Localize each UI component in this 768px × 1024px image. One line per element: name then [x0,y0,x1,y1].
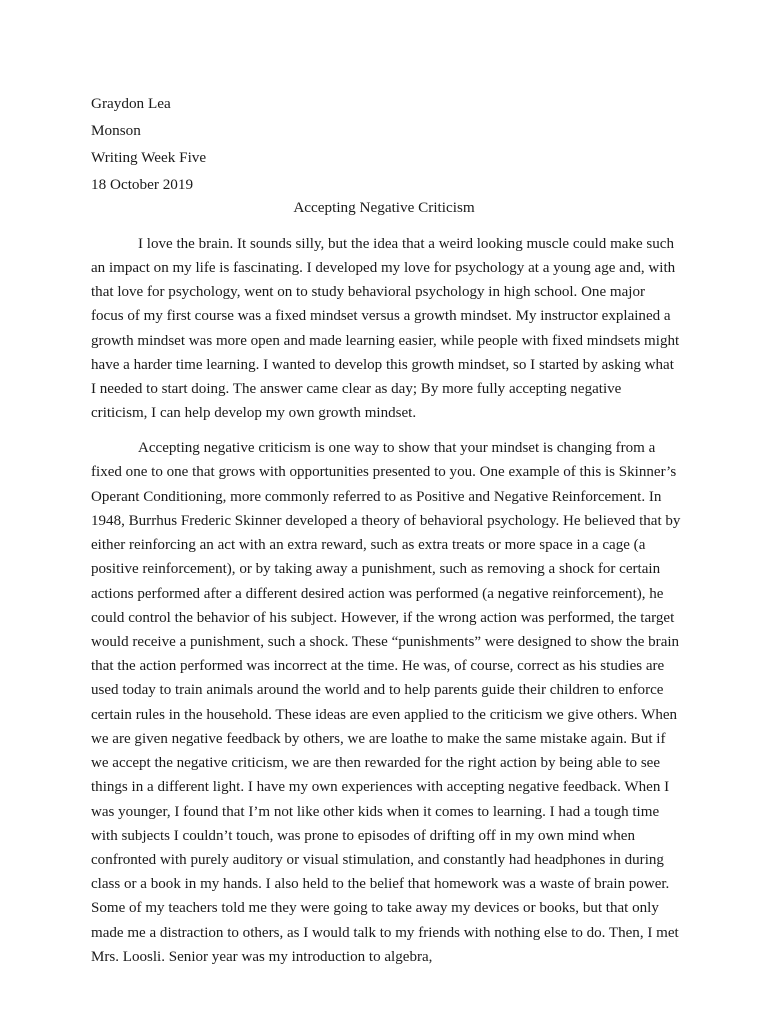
essay-date: 18 October 2019 [91,176,194,193]
instructor-name: Monson [91,122,141,139]
essay-title: Accepting Negative Criticism [293,199,475,216]
essay-body [91,232,681,969]
paragraph-2: Accepting negative criticism is one way to show that your mindset is changing from a fixed one to one that grows with opportunities presented to you. One example of this is Skinner’s Operant Conditioning, more commonly referred to as Positive and Negative Reinforcement. In 1948, Burrhus Frederic Skinner developed a theory of behavioral psychology. He believed that by either reinforcing an act with an extra reward, such as extra treats or more space in a cage (a positive reinforcement), or by taking away a punishment, such as removing a shock for certain actions performed after a different desired action was performed (a negative reinforcement), he could control the behavior of his subject. However, if the wrong action was performed, the target would receive a punishment, such a shock. These “punishments” were designed to show the brain that the action performed was incorrect at the time. He was, of course, correct as his studies are used today to train animals around the world and to help parents guide their children to enforce certain rules in the household. These ideas are even applied to the criticism we give others. When we are given negative feedback by others, we are loathe to make the same mistake again. But if we accept the negative criticism, we are then rewarded for the right action by being able to see things in a different light. I have my own experiences with accepting negative feedback. When I was younger, I found that I’m not like other kids when it comes to learning. I had a tough time with subjects I couldn’t touch, was prone to episodes of drifting off in my own mind when confronted with purely auditory or visual stimulation, and constantly had headphones in during class or a book in my hands. I also held to the belief that homework was a waste of brain power. Some of my teachers told me they were going to take away my devices or books, but that only made me a distraction to others, as I would talk to my friends with nothing else to do. Then, I met Mrs. Loosli. Senior year was my introduction to algebra, [91,440,681,965]
mla-heading [91,90,206,198]
student-name: Graydon Lea [91,95,171,112]
course-name: Writing Week Five [91,149,207,166]
paragraph-1: I love the brain. It sounds silly, but the idea that a weird looking muscle could make such an impact on my life is fascinating. I developed my love for psychology at a young age and, with that love for psychology, went on to study behavioral psychology in high school. One major focus of my first course was a fixed mindset versus a growth mindset. My instructor explained a growth mindset was more open and made learning easier, while people with fixed mindsets might have a harder time learning. I wanted to develop this growth mindset, so I started by asking what I needed to start doing. The answer came clear as day; By more fully accepting negative criticism, I can help develop my own growth mindset. [91,236,680,422]
